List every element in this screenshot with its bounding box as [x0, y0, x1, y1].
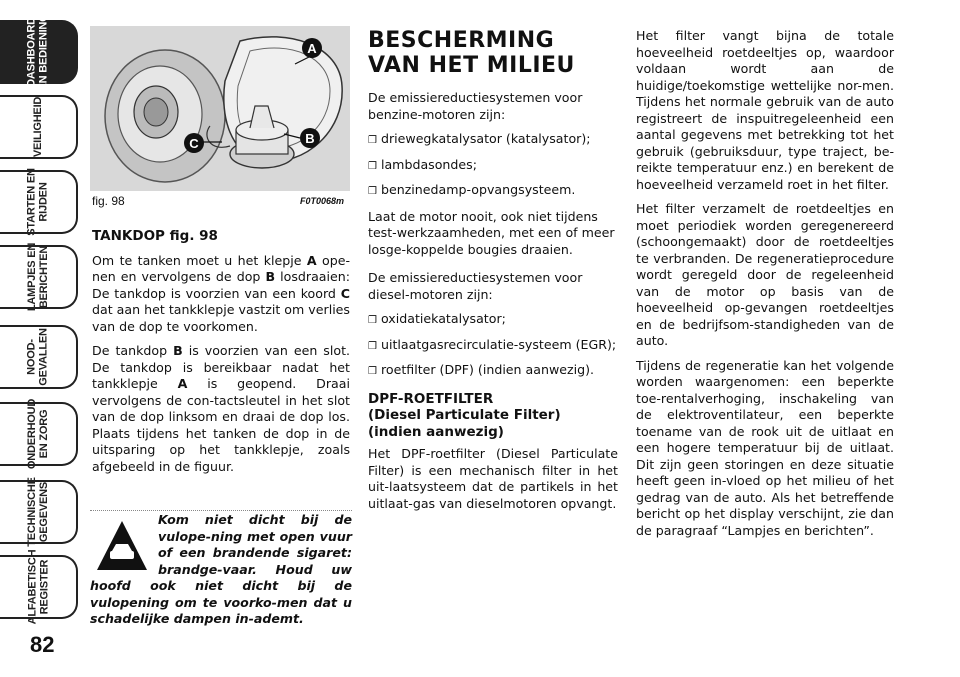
tab-dashboard[interactable] [0, 13, 78, 91]
label-c: C [189, 136, 199, 151]
tab-starten[interactable] [0, 170, 78, 234]
tankdop-paragraph-2: De tankdop B is voorzien van een slot. De tankdop is bereikbaar nadat het tankklepje A is geopend. Draai vervolgens de con-tactsleutel in het slot van de dop linksom en draai de dop los. Plaats tijdens het tanken de dop in de uitsparing op het tankklepje, zoals afgebeeld in de figuur. [92, 343, 351, 474]
tab-label: ONDERHOUD EN ZORG [26, 398, 50, 470]
column-1 [92, 228, 350, 483]
petrol-list [368, 131, 618, 201]
tab-register[interactable] [0, 549, 78, 625]
list-item: ❒ oxidatiekatalysator; [368, 311, 506, 326]
tab-label: VEILIGHEID [32, 96, 44, 158]
tab-label: ALFABETISCH REGISTER [26, 549, 50, 625]
figure-caption: fig. 98 [92, 194, 125, 208]
dpf-paragraph-1: Het filter vangt bijna de totale hoeveelheid roetdeeltjes op, waardoor voldaan wordt aan de huidige/toekomstige wettelijke nor-men. Tijdens het normale gebruik van de auto registreert de inspuitregeleenheid een aantal gegevens met betrekking tot het gebruik (gebruiksduur, type traject, be-reikte temperatuur enz.) en berekent de hoeveelheid verzameld roet in het filter. [636, 28, 894, 192]
list-item: ❒ uitlaatgasrecirculatie-systeem (EGR); [368, 336, 617, 352]
section-heading: BESCHERMING VAN HET MILIEU [368, 28, 575, 78]
list-item: ❒ driewegkatalysator (katalysator); [368, 131, 591, 146]
tab-label: LAMPJES EN BERICHTEN [25, 242, 50, 312]
tankdop-heading: TANKDOP fig. 98 [92, 228, 218, 244]
tab-label: STARTEN EN RIJDEN [26, 168, 50, 236]
tab-lampjes[interactable] [0, 242, 78, 312]
dpf-text: Het DPF-roetfilter (Diesel Particulate Filter) is een mechanisch filter in het uit-laatsysteem dat de partikels in het uitlaat-gas van dieselmotoren opvangt. [368, 446, 618, 511]
list-item: ❒ roetfilter (DPF) (indien aanwezig). [368, 362, 595, 377]
diesel-list [368, 311, 618, 381]
label-b: B [305, 131, 315, 146]
tab-label: DASHBOARD EN BEDIENING [26, 13, 50, 91]
figure-code: F0T0068m [300, 196, 345, 206]
list-item: ❒ lambdasondes; [368, 156, 477, 172]
tankdop-paragraph-1: Om te tanken moet u het klepje A ope-nen en vervolgens de dop B losdraaien: De tankdop is voorzien van een koord C dat aan het tankklepje vastzit om verlies van de dop te voorkomen. [92, 252, 350, 334]
tab-label: TECHNISCHE GEGEVENS [25, 477, 50, 547]
tab-noodgevallen[interactable] [0, 325, 78, 389]
spark-plug-note: Laat de motor nooit, ook niet tijdens test-werkzaamheden, met een of meer losge-koppelde bougies draaien. [368, 208, 615, 257]
fuel-cap-illustration [90, 26, 350, 191]
warning-box [90, 512, 352, 628]
warning-text: Kom niet dicht bij de vulope-ning met open vuur of een brandende sigaret: brandge-vaar. Houd uw hoofd ook niet dicht bij de vulopening om te voorko-men dat u schadelijke dampen in-ademt. [90, 512, 352, 626]
list-item: ❒ benzinedamp-opvangsysteem. [368, 182, 576, 197]
divider [90, 510, 352, 511]
tab-technische[interactable] [0, 477, 78, 547]
petrol-intro: De emissiereductiesystemen voor benzine-motoren zijn: [368, 90, 583, 122]
tab-label: NOOD- GEVALLEN [25, 328, 50, 386]
fuel-cap-figure [90, 26, 350, 191]
warning-icon [94, 518, 150, 574]
diesel-intro: De emissiereductiesystemen voor diesel-motoren zijn: [368, 270, 583, 302]
column-2 [368, 28, 618, 520]
dpf-paragraph-3: Tijdens de regeneratie kan het volgende worden waargenomen: een beperkte toe-rentalverhoging, inschakeling van de elektroventilateur, een beperkte toename van de rook uit de uitlaat en een hogere temperatuur bij de uitlaat. Dit zijn geen storingen en deze situatie heeft geen in-vloed op het milieu of het gedrag van de auto. Als het betreffende bericht op het display verschijnt, zie dan de paragraaf “Lampjes en berichten”. [636, 357, 894, 538]
dpf-heading: DPF-ROETFILTER (Diesel Particulate Filter) (indien aanwezig) [368, 390, 561, 440]
page-number: 82 [30, 632, 55, 657]
dpf-paragraph-2: Het filter verzamelt de roetdeeltjes en moet periodiek worden geregenereerd (schoongemaakt) door de roetdeeltjes te verbranden. De regeneratieprocedure wordt geregeld door de regeleenheid van de motor op basis van de hoeveelheid op-gevangen roetdeeltjes en de bedrijfsom-standigheden van de auto. [636, 201, 894, 348]
tab-onderhoud[interactable] [0, 398, 78, 470]
column-3 [636, 28, 894, 547]
label-a: A [307, 41, 317, 56]
tab-veiligheid[interactable] [0, 95, 78, 159]
